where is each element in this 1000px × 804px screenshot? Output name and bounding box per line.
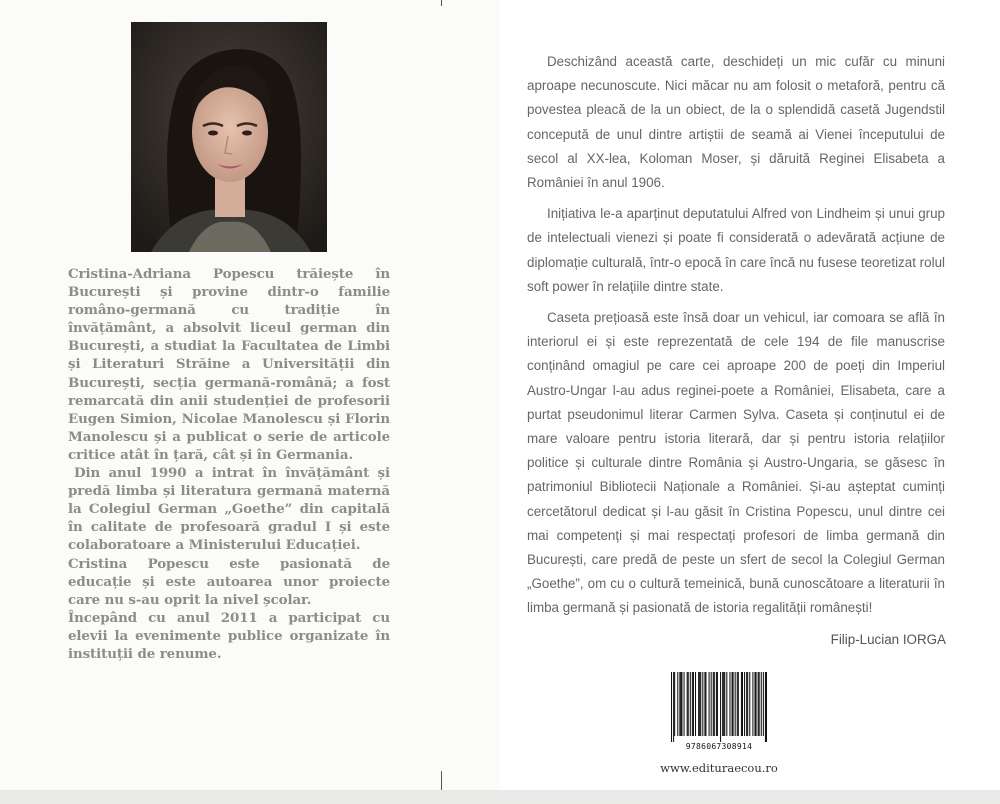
bio-paragraph: Începând cu anul 2011 a participat cu elevii la evenimente publice organizate în instituții de renume. [68,609,390,662]
back-cover-right-page [500,0,1000,804]
foreword-paragraph: Caseta prețioasă este însă doar un vehicul, iar comoara se află în interiorul ei și este reprezentată de cele 194 de file manuscrise conținând omagiul pe care cei aproape 200 de poeți din Imperiul Austro-Ungar l-au adus reginei-poete a României, Elisabeta, care a purtat pseudonimul literar Carmen Sylva. Caseta și conținutul ei de mare valoare pentru istoria literară, dar și pentru istoria relațiilor politice și culturale dintre România și Austro-Ungaria, se găsesc în patrimoniul Bibliotecii Naționale a României. Și-au așteptat cuminți cercetătorul dedicat și l-au găsit în Cristina Popescu, unul dintre cei mai competenți și mai respectați profesori de limba germană din București, care predă de peste un sfert de secol la Colegiul German „Goethe”, om cu o cultură temeinică, bună cunoscătoare a literaturii în limba germană și pasionată de istoria regalității românești! [527,310,945,616]
bio-paragraph: Cristina Popescu este pasionată de educație și este autoarea unor proiecte care nu s-au oprit la nivel școlar. [68,555,390,608]
bio-paragraph: Cristina-Adriana Popescu trăiește în București și provine dintr-o familie româno-germană cu tradiție în învățământ, a absolvit liceul german din București, a studiat la Facultatea de Limbi și Literaturi Străine a Universității din București, secția germană-română; a fost remarcată din anii studenției de profesorii Eugen Simion, Nicolae Manolescu și Florin Manolescu și a publicat o serie de articole critice atât în țară, cât și în Germania. [68,266,390,463]
foreword-paragraph: Deschizând această carte, deschideți un mic cufăr cu minuni aproape necunoscute. Nici măcar nu am folosit o metaforă, pentru că povestea pleacă de la un obiect, de la o splendidă casetă Jugendstil concepută de unul dintre artiștii de seamă ai Vienei începutului de secol al XX-lea, Koloman Moser, și dăruită Reginei Elisabeta a României în anul 1906. [527,54,945,191]
publisher-website: www.edituraecou.ro [660,761,778,775]
foreword-text [527,50,945,628]
foreword-paragraph: Inițiativa le-a aparținut deputatului Alfred von Lindheim și unui grup de intelectuali vienezi și poate fi considerată o adevărată acțiune de diplomație culturală, într-o epocă în care încă nu fusese teoretizat rolul soft power în relațiile dintre state. [527,206,945,294]
author-portrait-image [131,22,327,252]
barcode-icon [671,672,767,742]
author-biography [68,265,390,663]
isbn-barcode [671,672,767,764]
author-photo [131,22,327,252]
bio-paragraph: Din anul 1990 a intrat în învățământ și predă limba și literatura germană maternă la Colegiul German „Goethe” din capitală în calitate de profesoară gradul I și este colaboratoare a Ministerului Educației. [68,465,390,554]
isbn-number: 9786067308914 [685,742,753,751]
page-bottom-edge [0,790,1000,804]
foreword-author: Filip-Lucian IORGA [830,632,946,647]
spine-tick-top [441,0,442,6]
